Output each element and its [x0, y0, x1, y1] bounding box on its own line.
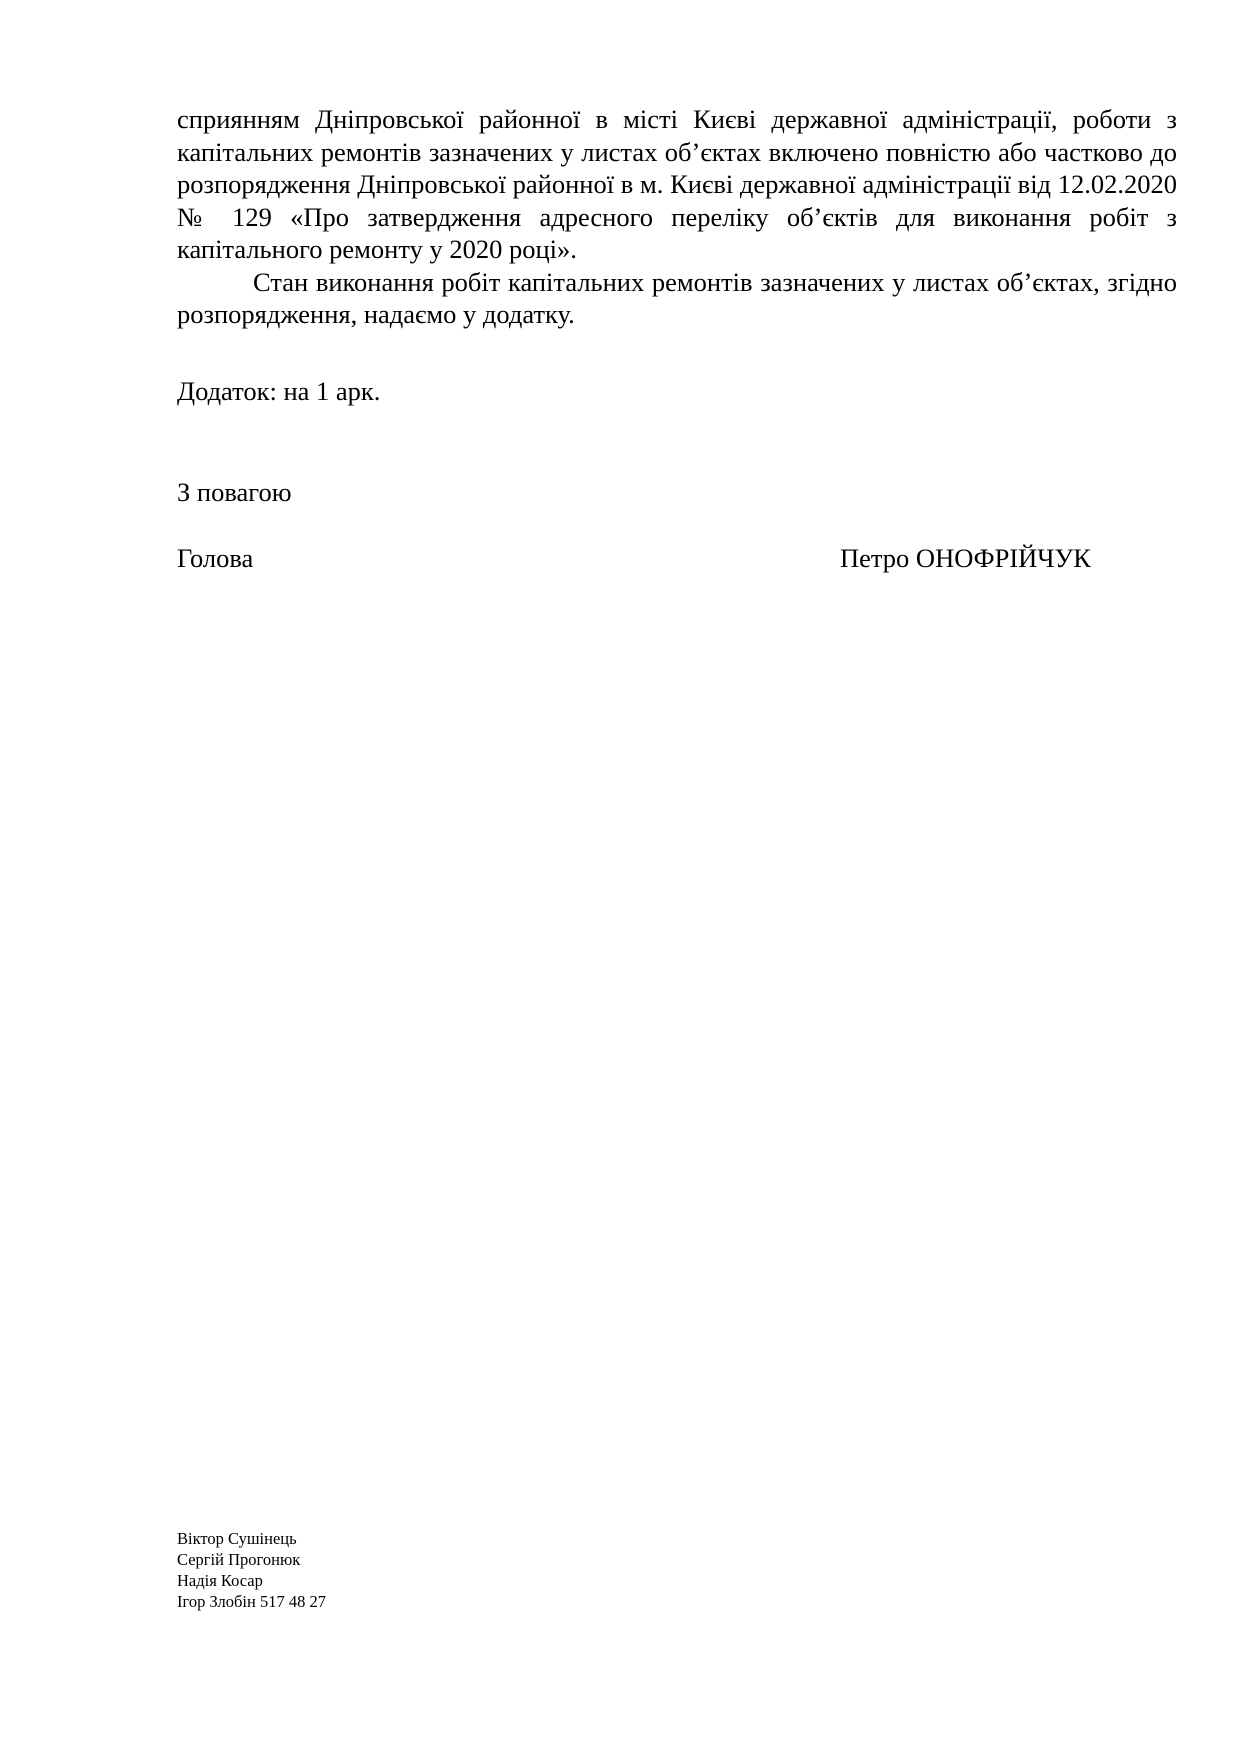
letter-body [177, 103, 1177, 331]
executor-line: Сергій Прогонюк [177, 1550, 301, 1569]
body-paragraph: Стан виконання робіт капітальних ремонтів зазначених у листах об’єктах, згідно розпорядження, надаємо у додатку. [177, 266, 1177, 329]
executors-list [177, 1528, 326, 1612]
executor-line: Надія Косар [177, 1571, 263, 1590]
executor-line: Ігор Злобін 517 48 27 [177, 1592, 326, 1611]
body-paragraph: сприянням Дніпровської районної в місті Києві державної адміністрації, роботи з капітальних ремонтів зазначених у листах об’єктах включено повністю або частково до розпорядження Дніпровської районної в м. Києві державної адміністрації від 12.02.2020 № 129 «Про затвердження адресного переліку об’єктів для виконання робіт з капітального ремонту у 2020 році». [177, 104, 1177, 264]
closing-phrase: З повагою [177, 477, 292, 507]
signatory-position: Голова [177, 543, 254, 573]
executor-line: Віктор Сушінець [177, 1529, 297, 1548]
attachment-note: Додаток: на 1 арк. [177, 376, 381, 406]
signatory-name: Петро ОНОФРІЙЧУК [840, 543, 1091, 573]
